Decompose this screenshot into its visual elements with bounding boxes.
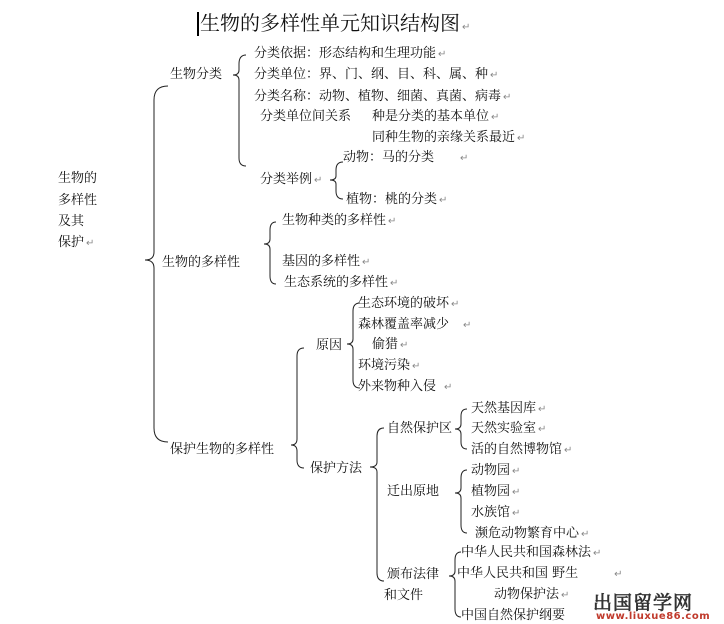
paragraph-mark-icon: ↵ bbox=[460, 153, 469, 164]
cause-pollution bbox=[358, 358, 420, 375]
root-line-4 bbox=[58, 235, 94, 252]
relocation-zoo-text: 动物园 bbox=[471, 463, 511, 478]
reserve-museum-text: 活的自然博物馆 bbox=[471, 442, 563, 457]
paragraph-mark-icon: ↵ bbox=[490, 70, 499, 81]
causes-label: 原因 bbox=[316, 338, 343, 353]
paragraph-mark-icon: ↵ bbox=[491, 112, 500, 123]
law-nature-outline-text: 中国自然保护纲要 bbox=[461, 608, 566, 623]
relocation-zoo bbox=[471, 463, 520, 480]
root-line-3: 及其 bbox=[58, 214, 85, 229]
law-forest bbox=[461, 545, 601, 562]
classification-label: 生物分类 bbox=[170, 67, 223, 82]
classification-brace bbox=[233, 55, 246, 166]
paragraph-mark-icon: ↵ bbox=[564, 445, 573, 456]
diversity-item-species bbox=[282, 213, 396, 230]
examples-brace bbox=[330, 162, 343, 199]
protection-label: 保护生物的多样性 bbox=[170, 442, 275, 457]
cause-pollution-text: 环境污染 bbox=[358, 358, 411, 373]
watermark-url: www.liuxue86.com bbox=[596, 611, 711, 622]
paragraph-mark-icon: ↵ bbox=[593, 548, 602, 559]
paragraph-mark-icon: ↵ bbox=[86, 238, 95, 249]
root-line-2: 多样性 bbox=[58, 193, 98, 208]
cause-deforestation-text: 森林覆盖率减少 bbox=[358, 317, 450, 332]
diversity-item-ecosystem bbox=[284, 275, 398, 292]
cause-habitat-text: 生态环境的破坏 bbox=[358, 296, 450, 311]
paragraph-mark-icon: ↵ bbox=[581, 529, 590, 540]
reserve-laboratory-text: 天然实验室 bbox=[471, 421, 537, 436]
paragraph-mark-icon: ↵ bbox=[561, 590, 570, 601]
paragraph-mark-icon: ↵ bbox=[512, 487, 521, 498]
paragraph-mark-icon: ↵ bbox=[400, 340, 409, 351]
relocation-aquarium-text: 水族馆 bbox=[471, 505, 511, 520]
methods-label: 保护方法 bbox=[310, 461, 363, 476]
reserve-museum bbox=[471, 442, 572, 459]
paragraph-mark-icon: ↵ bbox=[517, 133, 526, 144]
diversity-item-ecosystem-text: 生态系统的多样性 bbox=[284, 275, 389, 290]
relocation-breeding-center bbox=[475, 526, 589, 543]
paragraph-mark-icon: ↵ bbox=[463, 320, 472, 331]
reserves-label: 自然保护区 bbox=[387, 421, 453, 436]
paragraph-mark-icon: ↵ bbox=[451, 299, 460, 310]
laws-label-line-1: 颁布法律 bbox=[387, 567, 440, 582]
example-plant bbox=[346, 192, 447, 209]
examples-label bbox=[260, 172, 322, 189]
cause-invasive-species bbox=[358, 379, 452, 396]
classification-units-text: 分类单位：界、门、纲、目、科、属、种 bbox=[254, 67, 489, 82]
cause-deforestation bbox=[358, 317, 471, 334]
classification-names bbox=[254, 89, 511, 106]
paragraph-mark-icon: ↵ bbox=[538, 404, 547, 415]
law-wildlife-line-2 bbox=[494, 587, 569, 604]
diversity-label: 生物的多样性 bbox=[162, 255, 241, 270]
relocation-botanical-garden bbox=[471, 484, 520, 501]
example-animal-text: 动物：马的分类 bbox=[343, 150, 435, 165]
diversity-brace bbox=[264, 222, 276, 284]
protection-brace bbox=[291, 348, 304, 468]
paragraph-mark-icon: ↵ bbox=[388, 216, 397, 227]
diversity-item-genetic-text: 基因的多样性 bbox=[282, 254, 361, 269]
paragraph-mark-icon: ↵ bbox=[438, 49, 447, 60]
laws-label-line-2: 和文件 bbox=[384, 588, 424, 603]
classification-relation-2-text: 同种生物的亲缘关系最近 bbox=[372, 130, 516, 145]
reserve-laboratory bbox=[471, 421, 546, 438]
examples-label-text: 分类举例 bbox=[260, 172, 313, 187]
cause-poaching-text: 偷猎 bbox=[372, 337, 399, 352]
classification-basis-text: 分类依据：形态结构和生理功能 bbox=[254, 46, 437, 61]
example-animal bbox=[343, 150, 468, 167]
paragraph-mark-icon: ↵ bbox=[614, 569, 623, 580]
cause-habitat bbox=[358, 296, 459, 313]
law-wildlife-line-2-text: 动物保护法 bbox=[494, 587, 560, 602]
paragraph-mark-icon: ↵ bbox=[314, 175, 323, 186]
root-line-4-text: 保护 bbox=[58, 235, 85, 250]
reserve-gene-bank-text: 天然基因库 bbox=[471, 401, 537, 416]
classification-relation-label: 分类单位间关系 bbox=[260, 109, 352, 124]
classification-relation-2 bbox=[372, 130, 525, 147]
paragraph-mark-icon: ↵ bbox=[444, 382, 453, 393]
methods-brace bbox=[370, 428, 384, 581]
classification-basis bbox=[254, 46, 446, 63]
diversity-item-genetic bbox=[282, 254, 370, 271]
law-wildlife-line-1-text: 中华人民共和国 野生 bbox=[457, 566, 579, 581]
cause-poaching bbox=[372, 337, 408, 354]
law-forest-text: 中华人民共和国森林法 bbox=[461, 545, 592, 560]
relocation-aquarium bbox=[471, 505, 520, 522]
paragraph-mark-icon: ↵ bbox=[390, 278, 399, 289]
paragraph-mark-icon: ↵ bbox=[412, 361, 421, 372]
relocation-label: 迁出原地 bbox=[387, 484, 440, 499]
root-line-1: 生物的 bbox=[58, 171, 98, 186]
classification-names-text: 分类名称：动物、植物、细菌、真菌、病毒 bbox=[254, 89, 502, 104]
paragraph-mark-icon: ↵ bbox=[512, 508, 521, 519]
paragraph-mark-icon: ↵ bbox=[538, 424, 547, 435]
cause-invasive-species-text: 外来物种入侵 bbox=[358, 379, 437, 394]
page-title-text: 生物的多样性单元知识结构图 bbox=[200, 11, 460, 35]
paragraph-mark-icon: ↵ bbox=[462, 22, 471, 33]
reserve-gene-bank bbox=[471, 401, 546, 418]
classification-relation-1 bbox=[372, 109, 499, 126]
relocation-brace bbox=[455, 470, 467, 533]
law-wildlife-line-1 bbox=[457, 566, 623, 583]
paragraph-mark-icon: ↵ bbox=[503, 92, 512, 103]
laws-brace bbox=[449, 552, 461, 617]
causes-brace bbox=[347, 303, 360, 388]
classification-relation-1-text: 种是分类的基本单位 bbox=[372, 109, 490, 124]
paragraph-mark-icon: ↵ bbox=[512, 466, 521, 477]
classification-units bbox=[254, 67, 498, 84]
watermark-logo-text: 出国留学网 bbox=[593, 592, 694, 614]
diversity-item-species-text: 生物种类的多样性 bbox=[282, 213, 387, 228]
paragraph-mark-icon: ↵ bbox=[439, 195, 448, 206]
reserves-brace bbox=[455, 409, 467, 449]
relocation-botanical-garden-text: 植物园 bbox=[471, 484, 511, 499]
example-plant-text: 植物：桃的分类 bbox=[346, 192, 438, 207]
relocation-breeding-center-text: 濒危动物繁育中心 bbox=[475, 526, 580, 541]
law-nature-outline bbox=[461, 608, 565, 624]
paragraph-mark-icon: ↵ bbox=[362, 257, 371, 268]
